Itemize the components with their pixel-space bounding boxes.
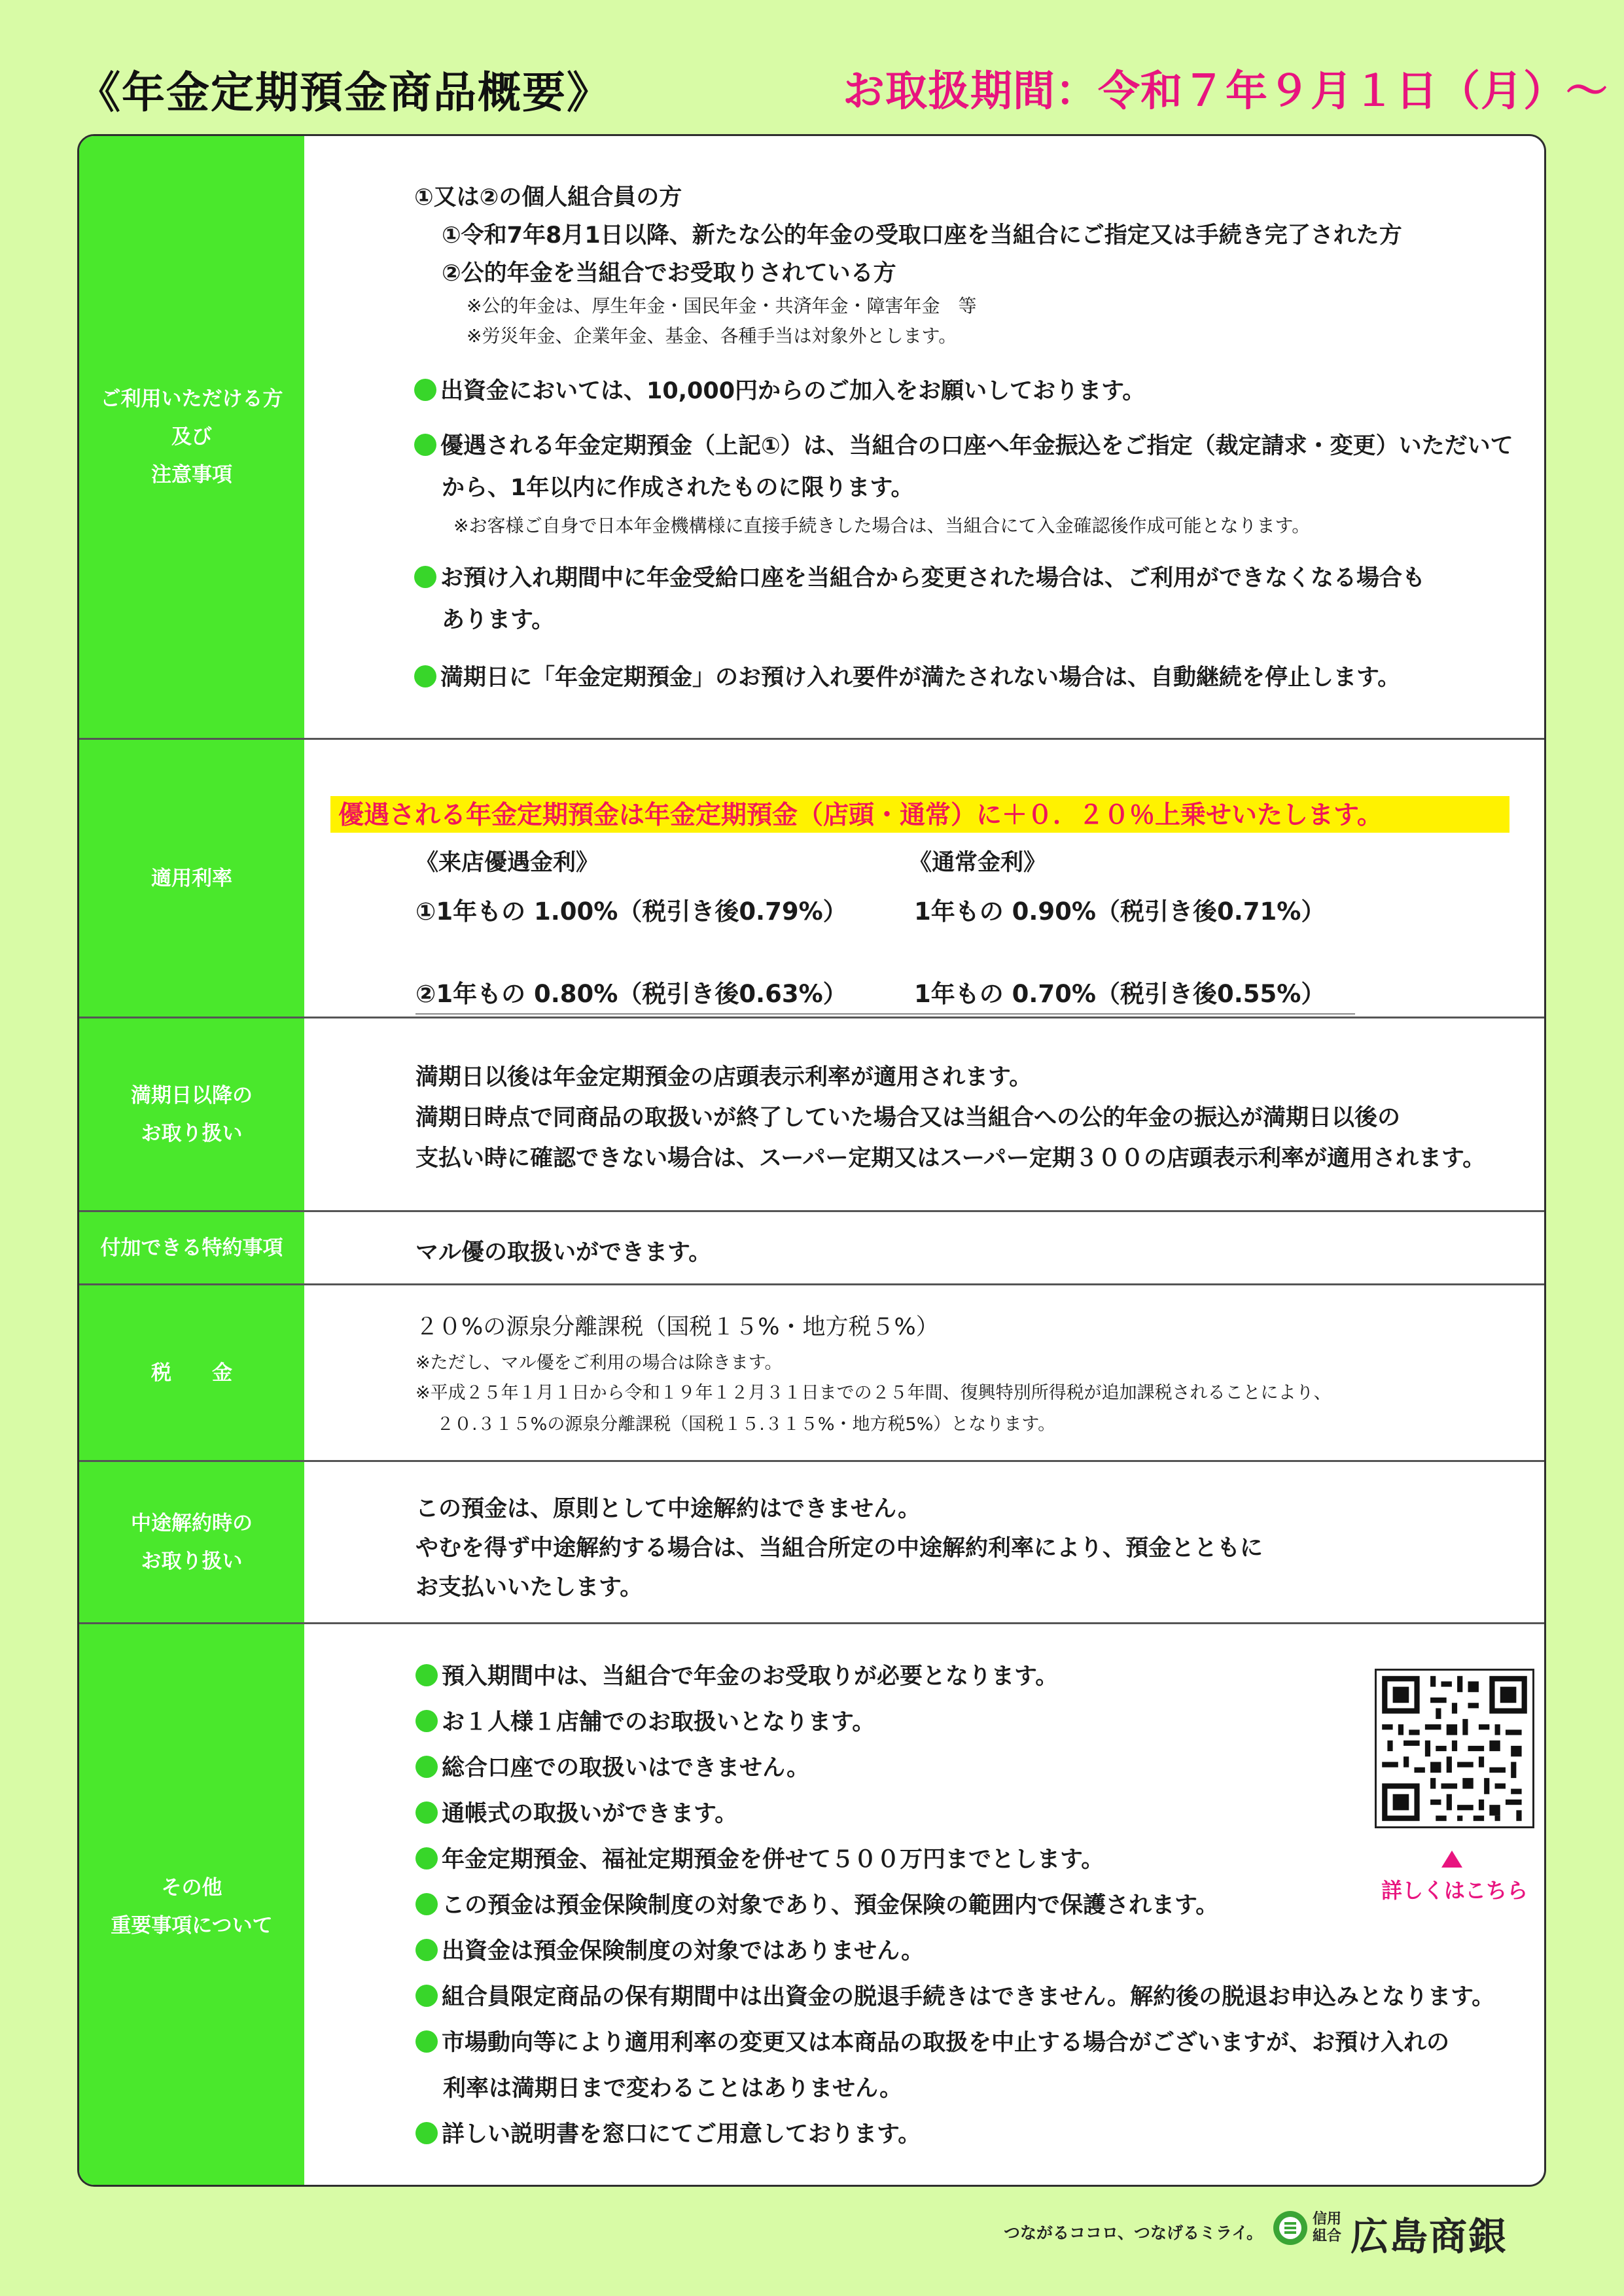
bullet-text: 詳しい説明書を窓口にてご用意しております。: [442, 2121, 921, 2148]
other-bullet-9: [415, 2025, 1449, 2057]
bullet-dot-icon: [415, 2030, 438, 2053]
cancellation-label-line2: お取り扱い: [141, 1549, 243, 1573]
bullet-text: 総合口座での取扱いはできません。: [442, 1755, 810, 1781]
bullet-text: 出資金においては、10,000円からのご加入をお願いしております。: [440, 378, 1146, 404]
other-content: [338, 1624, 1531, 2187]
footer-logo-small: [1313, 2211, 1341, 2245]
bullet-dot-icon: [414, 566, 436, 588]
bullet-text: 満期日に「年金定期預金」のお預け入れ要件が満たされない場合は、自動継続を停止します。: [440, 665, 1401, 691]
eligibility-intro: ①又は②の個人組合員の方: [414, 184, 682, 211]
cancellation-label-line1: 中途解約時の: [131, 1511, 253, 1535]
cancellation-content: [338, 1462, 1531, 1622]
special-terms-label: 付加できる特約事項: [79, 1212, 304, 1283]
handling-period: お取扱期間：令和７年９月１日（月）～: [843, 67, 1608, 116]
row-cancellation: [79, 1460, 1544, 1622]
bullet-text: 通帳式の取扱いができます。: [442, 1801, 738, 1827]
bullet-dot-icon: [414, 665, 436, 687]
footer-logo-small-1: 信用: [1313, 2211, 1342, 2227]
bullet-dot-icon: [415, 1756, 438, 1778]
bullet-dot-icon: [415, 2122, 438, 2144]
bullet-dot-icon: [415, 1893, 438, 1915]
eligibility-content: [338, 136, 1531, 738]
qr-code[interactable]: [1375, 1669, 1534, 1828]
tax-line-1: ２０%の源泉分離課税（国税１５%・地方税５%）: [415, 1314, 939, 1340]
rate-headline: 優遇される年金定期預金は年金定期預金（店頭・通常）に＋０．２０％上乗せいたします。: [338, 801, 1383, 830]
bullet-text: お１人様１店舗でのお取扱いとなります。: [442, 1709, 875, 1735]
eligibility-note-2: ※労災年金、企業年金、基金、各種手当は対象外とします。: [467, 325, 957, 347]
bullet-dot-icon: [415, 1801, 438, 1824]
rates-content: [338, 740, 1531, 1017]
bullet-dot-icon: [414, 434, 436, 456]
tax-content: [338, 1285, 1531, 1460]
cancellation-line-2: やむを得ず中途解約する場合は、当組合所定の中途解約利率により、預金とともに: [415, 1535, 1263, 1561]
footer-logo-small-2: 組合: [1313, 2228, 1342, 2244]
eligibility-note-1: ※公的年金は、厚生年金・国民年金・共済年金・障害年金 等: [467, 295, 977, 317]
row-tax: [79, 1283, 1544, 1460]
other-bullet-6: [415, 1887, 1218, 1920]
other-bullet-7: [415, 1933, 924, 1966]
tax-note-3: ２０.３１５%の源泉分離課税（国税１５.３１５%・地方税5%）となります。: [436, 1414, 1056, 1435]
bullet-text: 優遇される年金定期預金（上記①）は、当組合の口座へ年金振込をご指定（裁定請求・変更）いただいて: [440, 433, 1513, 459]
preferred-rate-2: ②1年もの 0.80%（税引き後0.63%）: [415, 980, 847, 1008]
eligibility-condition-2: ②公的年金を当組合でお受取りされている方: [442, 260, 896, 287]
preferred-rate-1: ①1年もの 1.00%（税引き後0.79%）: [415, 897, 847, 926]
maturity-line-1: 満期日以後は年金定期預金の店頭表示利率が適用されます。: [415, 1064, 1033, 1090]
other-bullet-1: [415, 1658, 1058, 1691]
bullet-dot-icon: [415, 1847, 438, 1870]
shinkumi-logo-icon: [1272, 2210, 1309, 2246]
special-terms-text: マル優の取扱いができます。: [415, 1240, 712, 1266]
bullet-dot-icon: [415, 1664, 438, 1686]
row-rates: [79, 738, 1544, 1017]
bullet-text: この預金は預金保険制度の対象であり、預金保険の範囲内で保護されます。: [442, 1892, 1219, 1919]
other-label-line1: その他: [161, 1875, 222, 1900]
eligibility-bullet-change: [414, 560, 1425, 593]
tax-label: 税 金: [79, 1285, 304, 1460]
page-title: 《年金定期預金商品概要》: [77, 67, 611, 118]
maturity-line-3: 支払い時に確認できない場合は、スーパー定期又はスーパー定期３００の店頭表示利率が適用されます。: [415, 1145, 1486, 1172]
special-terms-content: [338, 1212, 1531, 1283]
qr-caption-link[interactable]: 詳しくはこちら: [1381, 1878, 1528, 1903]
maturity-label-line1: 満期日以降の: [131, 1083, 253, 1107]
preferred-rate-heading: 《来店優遇金利》: [415, 850, 599, 876]
eligibility-note-3: ※お客様ご自身で日本年金機構様に直接手続きした場合は、当組合にて入金確認後作成可能となります。: [453, 515, 1311, 536]
bullet-text: 市場動向等により適用利率の変更又は本商品の取扱を中止する場合がございますが、お預け入れの: [442, 2030, 1450, 2056]
maturity-line-2: 満期日時点で同商品の取扱いが終了していた場合又は当組合への公的年金の振込が満期日以後の: [415, 1105, 1401, 1131]
other-bullet-4: [415, 1796, 737, 1828]
qr-code-pattern: [1377, 1671, 1532, 1826]
other-bullet-8: [415, 1979, 1494, 2011]
normal-rate-2: 1年もの 0.70%（税引き後0.55%）: [914, 980, 1326, 1008]
footer-logo-name: 広島商銀: [1350, 2214, 1508, 2259]
eligibility-bullet-change-cont: あります。: [442, 607, 555, 633]
other-bullet-9-cont: 利率は満期日まで変わることはありません。: [443, 2076, 903, 2102]
eligibility-condition-1: ①令和7年8月1日以降、新たな公的年金の受取口座を当組合にご指定又は手続き完了された方: [442, 222, 1402, 249]
tax-note-2: ※平成２５年１月１日から令和１９年１２月３１日までの２５年間、復興特別所得税が追加課税されることにより、: [415, 1383, 1332, 1403]
other-bullet-10: [415, 2116, 921, 2149]
footer-slogan: つながるココロ、つなげるミライ。: [1004, 2223, 1263, 2242]
bullet-text: 出資金は預金保険制度の対象ではありません。: [442, 1938, 925, 1964]
bullet-dot-icon: [415, 1710, 438, 1732]
row-maturity: [79, 1017, 1544, 1210]
rates-label: 適用利率: [79, 740, 304, 1017]
other-label-line2: 重要事項について: [111, 1913, 273, 1938]
bullet-dot-icon: [415, 1985, 438, 2007]
cancellation-line-3: お支払いいたします。: [415, 1574, 643, 1601]
normal-rate-heading: 《通常金利》: [909, 850, 1047, 876]
eligibility-bullet-preferred-cont: から、1年以内に作成されたものに限ります。: [442, 475, 914, 501]
cancellation-label: [79, 1462, 304, 1622]
bullet-text: 年金定期預金、福祉定期預金を併せて５００万円までとします。: [442, 1847, 1104, 1873]
bullet-text: 組合員限定商品の保有期間中は出資金の脱退手続きはできません。解約後の脱退お申込みとなります。: [442, 1984, 1495, 2010]
tax-note-1: ※ただし、マル優をご利用の場合は除きます。: [415, 1353, 783, 1373]
other-bullet-3: [415, 1750, 809, 1783]
product-summary-table: [77, 134, 1546, 2187]
bullet-text: お預け入れ期間中に年金受給口座を当組合から変更された場合は、ご利用ができなくなる場合も: [440, 565, 1426, 591]
rate-divider: [415, 1013, 1355, 1015]
eligibility-bullet-preferred: [414, 428, 1513, 461]
maturity-label: [79, 1018, 304, 1210]
maturity-label-line2: お取り扱い: [141, 1121, 243, 1145]
bullet-text: 預入期間中は、当組合で年金のお受取りが必要となります。: [442, 1663, 1059, 1690]
eligibility-label-line2: 及び: [171, 425, 212, 449]
other-bullet-5: [415, 1841, 1104, 1874]
row-eligibility: [79, 136, 1544, 738]
eligibility-bullet-capital: [414, 373, 1145, 406]
other-label: [79, 1624, 304, 2187]
normal-rate-1: 1年もの 0.90%（税引き後0.71%）: [914, 897, 1326, 926]
eligibility-label-line1: ご利用いただける方: [100, 387, 283, 411]
eligibility-bullet-maturity: [414, 659, 1400, 692]
eligibility-label: [79, 136, 304, 738]
other-bullet-2: [415, 1704, 875, 1737]
row-special-terms: [79, 1210, 1544, 1283]
bullet-dot-icon: [415, 1939, 438, 1961]
bullet-dot-icon: [414, 379, 436, 401]
cancellation-line-1: この預金は、原則として中途解約はできません。: [415, 1496, 921, 1522]
arrow-up-icon: [1441, 1851, 1462, 1868]
row-other: [79, 1622, 1544, 2187]
eligibility-label-line3: 注意事項: [151, 463, 232, 487]
maturity-content: [338, 1018, 1531, 1210]
